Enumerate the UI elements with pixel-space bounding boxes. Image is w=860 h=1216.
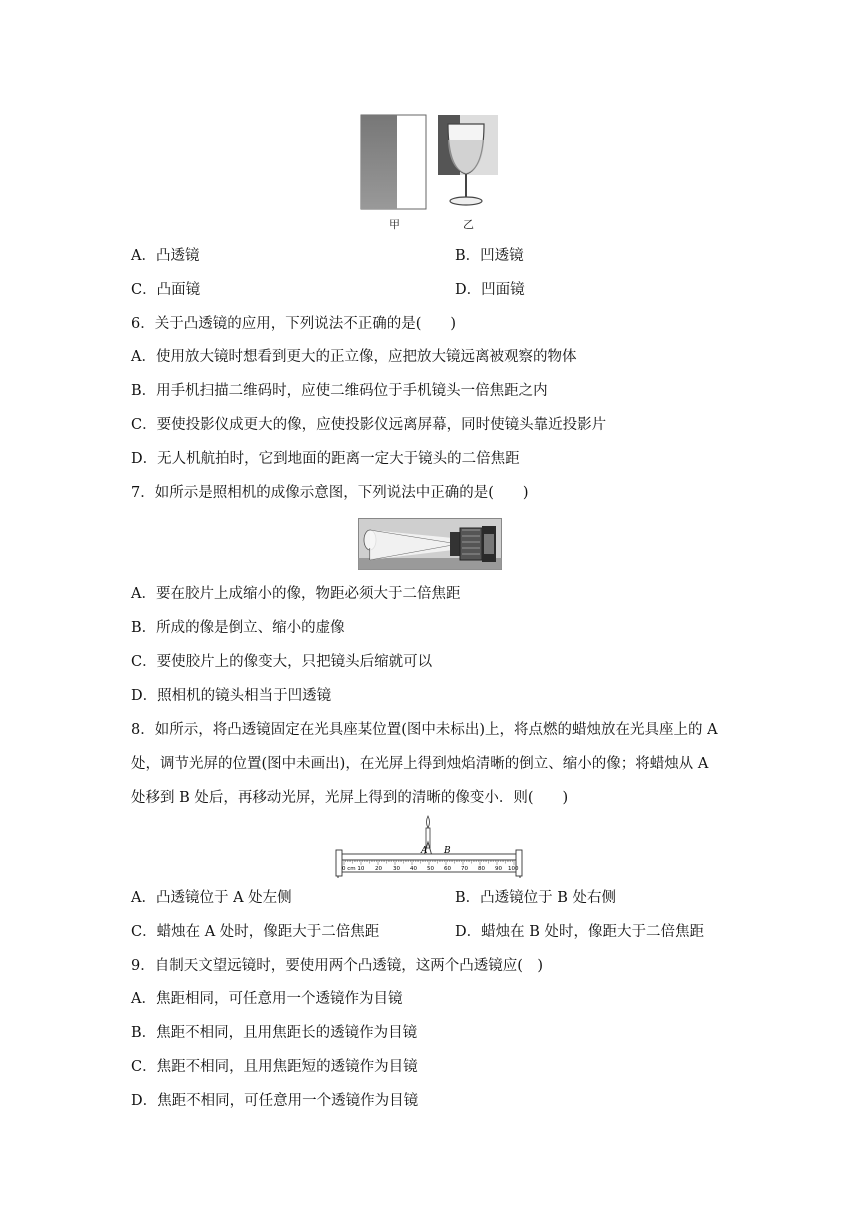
q8-stem-line-3: 处移到 B 处后，再移动光屏，光屏上得到的清晰的像变小．则( ) xyxy=(131,790,569,806)
q8-option-d: D．蜡烛在 B 处时，像距大于二倍焦距 xyxy=(455,924,704,940)
ruler-label-50: 50 xyxy=(427,866,434,872)
figure-jia-yi xyxy=(360,114,500,214)
q5-option-b: B．凹透镜 xyxy=(455,248,524,264)
figure-caption-yi: 乙 xyxy=(463,218,474,231)
ruler-label-60: 60 xyxy=(444,866,451,872)
q9-option-a: A．焦距相同，可任意用一个透镜作为目镜 xyxy=(131,991,403,1007)
candle-flame xyxy=(427,816,430,828)
q8-option-b: B．凸透镜位于 B 处右侧 xyxy=(455,890,617,906)
camera-diagram xyxy=(358,518,502,570)
q8-stem-line-2: 处，调节光屏的位置(图中未画出)，在光屏上得到烛焰清晰的倒立、缩小的像；将蜡烛从 A xyxy=(131,756,709,772)
point-label-b: B xyxy=(444,846,451,856)
glass-figure xyxy=(360,114,500,214)
q6-option-d: D．无人机航拍时，它到地面的距离一定大于镜头的二倍焦距 xyxy=(131,451,520,467)
ruler-label-100: 100 xyxy=(508,866,519,872)
q7-option-d: D．照相机的镜头相当于凹透镜 xyxy=(131,688,332,704)
q9-option-b: B．焦距不相同，且用焦距长的透镜作为目镜 xyxy=(131,1025,418,1041)
q7-option-b: B．所成的像是倒立、缩小的虚像 xyxy=(131,620,345,636)
q5-option-d: D．凹面镜 xyxy=(455,282,525,298)
q9-option-d: D．焦距不相同，可任意用一个透镜作为目镜 xyxy=(131,1093,419,1109)
figure-caption-jia: 甲 xyxy=(389,218,400,231)
q9-stem: 9．自制天文望远镜时，要使用两个凸透镜，这两个凸透镜应( ) xyxy=(131,958,544,974)
q6-stem: 6．关于凸透镜的应用，下列说法不正确的是( ) xyxy=(131,316,457,332)
ruler-label-30: 30 xyxy=(393,866,400,872)
q7-option-a: A．要在胶片上成缩小的像，物距必须大于二倍焦距 xyxy=(131,586,461,602)
optical-bench-figure xyxy=(330,812,530,878)
q5-option-c: C．凸面镜 xyxy=(131,282,201,298)
q8-option-a: A．凸透镜位于 A 处左侧 xyxy=(131,890,292,906)
point-label-a: A xyxy=(421,846,428,856)
candle-body xyxy=(426,828,430,848)
q6-option-a: A．使用放大镜时想看到更大的正立像，应把放大镜远离被观察的物体 xyxy=(131,349,577,365)
ruler-label-40: 40 xyxy=(410,866,417,872)
q8-option-c: C．蜡烛在 A 处时，像距大于二倍焦距 xyxy=(131,924,380,940)
q6-option-b: B．用手机扫描二维码时，应使二维码位于手机镜头一倍焦距之内 xyxy=(131,383,548,399)
ruler-label-20: 20 xyxy=(375,866,382,872)
ruler-label-70: 70 xyxy=(461,866,468,872)
optical-bench xyxy=(330,812,530,878)
ruler-label-90: 90 xyxy=(495,866,502,872)
q9-option-c: C．焦距不相同，且用焦距短的透镜作为目镜 xyxy=(131,1059,418,1075)
q7-option-c: C．要使胶片上的像变大，只把镜头后缩就可以 xyxy=(131,654,433,670)
q7-stem: 7．如所示是照相机的成像示意图，下列说法中正确的是( ) xyxy=(131,485,529,501)
q8-stem-line-1: 8．如所示，将凸透镜固定在光具座某位置(图中未标出)上，将点燃的蜡烛放在光具座上的 A xyxy=(131,722,718,738)
q6-option-c: C．要使投影仪成更大的像，应使投影仪远离屏幕，同时使镜头靠近投影片 xyxy=(131,417,607,433)
q5-option-a: A．凸透镜 xyxy=(131,248,200,264)
ruler-label-0: 0 cm 10 xyxy=(342,866,365,872)
camera-figure xyxy=(358,518,502,570)
ruler-label-80: 80 xyxy=(478,866,485,872)
